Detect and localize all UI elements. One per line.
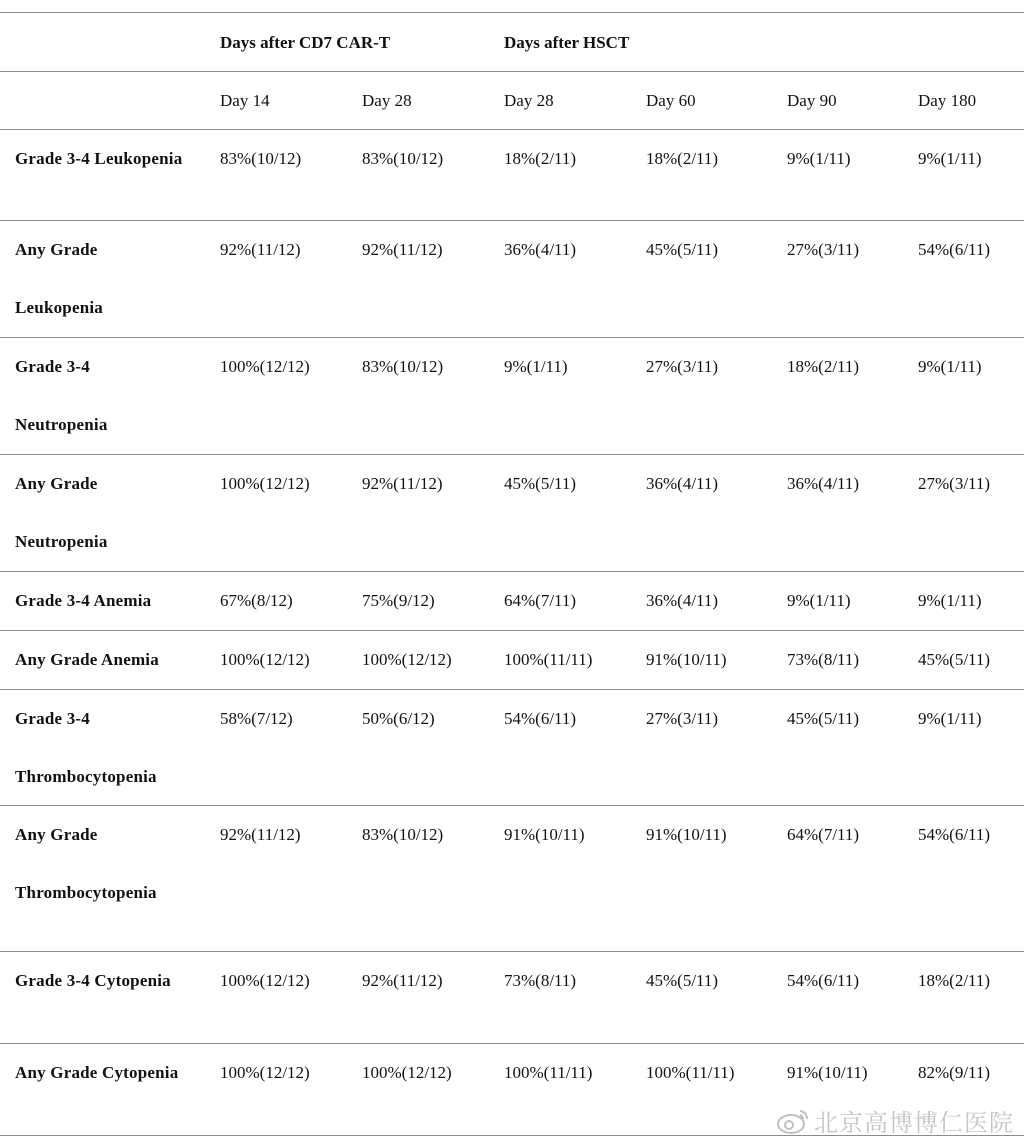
table-cell: 36%(4/11) — [646, 474, 719, 493]
table-cell: 91%(10/11) — [787, 1063, 868, 1082]
table-cell: 36%(4/11) — [504, 240, 577, 259]
table-cell: 75%(9/12) — [362, 591, 435, 610]
table-cell: 100%(11/11) — [504, 650, 593, 669]
table-cell: 91%(10/11) — [646, 650, 727, 669]
table-cell: 83%(10/12) — [362, 825, 444, 844]
row-label: Grade 3-4 Cytopenia — [15, 971, 171, 990]
group-header-car-t: Days after CD7 CAR-T — [220, 33, 391, 52]
column-header: Day 90 — [787, 91, 837, 110]
table-cell: 36%(4/11) — [787, 474, 860, 493]
row-label: Neutropenia — [15, 415, 108, 434]
table-cell: 100%(11/11) — [504, 1063, 593, 1082]
table-cell: 64%(7/11) — [787, 825, 860, 844]
group-header-hsct: Days after HSCT — [504, 33, 630, 52]
table-cell: 9%(1/11) — [918, 591, 982, 610]
table-cell: 27%(3/11) — [646, 357, 719, 376]
table-cell: 54%(6/11) — [504, 709, 577, 728]
table-cell: 100%(12/12) — [220, 357, 310, 376]
table-cell: 45%(5/11) — [918, 650, 991, 669]
table-cell: 18%(2/11) — [646, 149, 719, 168]
table-cell: 100%(12/12) — [362, 650, 452, 669]
table-cell: 9%(1/11) — [504, 357, 568, 376]
table-rule — [0, 1043, 1024, 1044]
table-rule — [0, 12, 1024, 13]
row-label: Leukopenia — [15, 298, 103, 317]
table-cell: 27%(3/11) — [918, 474, 991, 493]
column-header: Day 180 — [918, 91, 977, 110]
table-cell: 9%(1/11) — [787, 591, 851, 610]
table-cell: 27%(3/11) — [787, 240, 860, 259]
table-rule — [0, 630, 1024, 631]
table-cell: 91%(10/11) — [646, 825, 727, 844]
column-header: Day 28 — [362, 91, 412, 110]
table-rule — [0, 71, 1024, 72]
table-rule — [0, 689, 1024, 690]
table-cell: 92%(11/12) — [362, 971, 443, 990]
table-cell: 45%(5/11) — [787, 709, 860, 728]
row-label: Any Grade — [15, 474, 98, 493]
table-cell: 91%(10/11) — [504, 825, 585, 844]
row-label: Grade 3-4 Leukopenia — [15, 149, 183, 168]
table-rule — [0, 951, 1024, 952]
row-label: Grade 3-4 Anemia — [15, 591, 152, 610]
table-cell: 83%(10/12) — [220, 149, 302, 168]
table-cell: 9%(1/11) — [918, 357, 982, 376]
table-cell: 92%(11/12) — [220, 240, 301, 259]
table-cell: 92%(11/12) — [220, 825, 301, 844]
table-cell: 18%(2/11) — [918, 971, 991, 990]
table-cell: 100%(12/12) — [220, 650, 310, 669]
table-cell: 58%(7/12) — [220, 709, 293, 728]
table-rule — [0, 220, 1024, 221]
table-cell: 67%(8/12) — [220, 591, 293, 610]
row-label: Grade 3-4 — [15, 709, 90, 728]
table-cell: 36%(4/11) — [646, 591, 719, 610]
table-cell: 27%(3/11) — [646, 709, 719, 728]
table-cell: 92%(11/12) — [362, 240, 443, 259]
table-rule — [0, 129, 1024, 130]
table-cell: 9%(1/11) — [787, 149, 851, 168]
column-header: Day 14 — [220, 91, 270, 110]
table-cell: 82%(9/11) — [918, 1063, 991, 1082]
table-cell: 100%(11/11) — [646, 1063, 735, 1082]
table-cell: 64%(7/11) — [504, 591, 577, 610]
table-cell: 100%(12/12) — [220, 971, 310, 990]
table-cell: 73%(8/11) — [504, 971, 577, 990]
table-cell: 9%(1/11) — [918, 709, 982, 728]
column-header: Day 28 — [504, 91, 554, 110]
table-cell: 83%(10/12) — [362, 149, 444, 168]
table-cell: 54%(6/11) — [918, 240, 991, 259]
row-label: Thrombocytopenia — [15, 767, 157, 786]
row-label: Any Grade — [15, 825, 98, 844]
table-cell: 54%(6/11) — [787, 971, 860, 990]
table-cell: 92%(11/12) — [362, 474, 443, 493]
table-cell: 45%(5/11) — [646, 240, 719, 259]
column-header: Day 60 — [646, 91, 696, 110]
row-label: Neutropenia — [15, 532, 108, 551]
watermark-text: 北京高博博仁医院 — [814, 1109, 1014, 1137]
table-cell: 83%(10/12) — [362, 357, 444, 376]
table-rule — [0, 805, 1024, 806]
table-cell: 100%(12/12) — [220, 474, 310, 493]
table-cell: 100%(12/12) — [220, 1063, 310, 1082]
table-cell: 50%(6/12) — [362, 709, 435, 728]
table-cell: 18%(2/11) — [504, 149, 577, 168]
table-rule — [0, 571, 1024, 572]
row-label: Any Grade — [15, 240, 98, 259]
table-cell: 18%(2/11) — [787, 357, 860, 376]
table-cell: 73%(8/11) — [787, 650, 860, 669]
row-label: Grade 3-4 — [15, 357, 90, 376]
row-label: Any Grade Cytopenia — [15, 1063, 179, 1082]
table-rule — [0, 337, 1024, 338]
row-label: Thrombocytopenia — [15, 883, 157, 902]
watermark — [776, 1103, 1014, 1138]
table-cell: 45%(5/11) — [504, 474, 577, 493]
table-cell: 45%(5/11) — [646, 971, 719, 990]
weibo-icon — [776, 1107, 810, 1135]
row-label: Any Grade Anemia — [15, 650, 159, 669]
table-cell: 100%(12/12) — [362, 1063, 452, 1082]
table-cell: 9%(1/11) — [918, 149, 982, 168]
table-rule — [0, 454, 1024, 455]
table-cell: 54%(6/11) — [918, 825, 991, 844]
